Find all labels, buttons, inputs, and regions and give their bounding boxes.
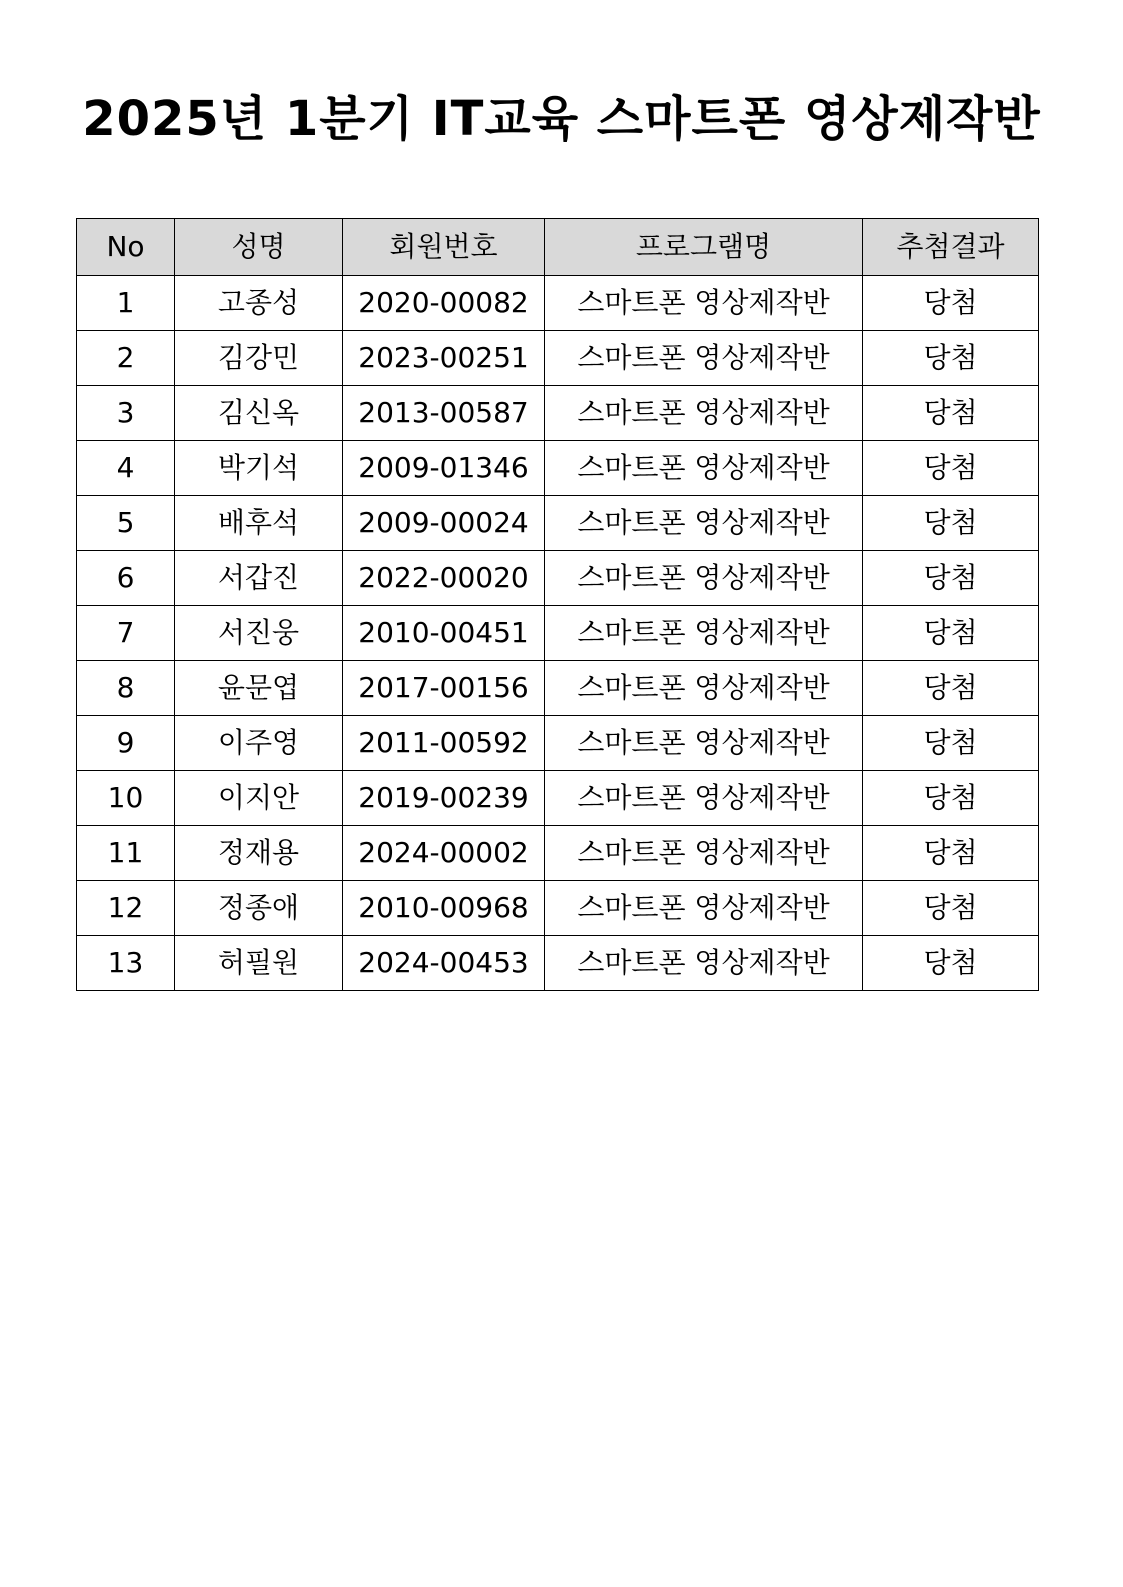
cell-member-number: 2009-01346 — [343, 441, 545, 496]
cell-member-number: 2019-00239 — [343, 771, 545, 826]
cell-program-name: 스마트폰 영상제작반 — [545, 441, 863, 496]
cell-result: 당첨 — [863, 551, 1039, 606]
cell-member-number: 2011-00592 — [343, 716, 545, 771]
cell-program-name: 스마트폰 영상제작반 — [545, 881, 863, 936]
cell-result: 당첨 — [863, 606, 1039, 661]
header-name: 성명 — [175, 219, 343, 276]
cell-result: 당첨 — [863, 826, 1039, 881]
cell-name: 고종성 — [175, 276, 343, 331]
cell-member-number: 2024-00002 — [343, 826, 545, 881]
table-row — [77, 331, 1039, 386]
header-no: No — [77, 219, 175, 276]
cell-member-number: 2013-00587 — [343, 386, 545, 441]
cell-name: 이주영 — [175, 716, 343, 771]
cell-no: 12 — [77, 881, 175, 936]
table-row — [77, 716, 1039, 771]
cell-name: 김강민 — [175, 331, 343, 386]
table-row — [77, 826, 1039, 881]
cell-program-name: 스마트폰 영상제작반 — [545, 606, 863, 661]
cell-no: 7 — [77, 606, 175, 661]
cell-no: 6 — [77, 551, 175, 606]
table-row — [77, 441, 1039, 496]
cell-no: 3 — [77, 386, 175, 441]
cell-member-number: 2020-00082 — [343, 276, 545, 331]
cell-result: 당첨 — [863, 276, 1039, 331]
cell-program-name: 스마트폰 영상제작반 — [545, 661, 863, 716]
cell-member-number: 2009-00024 — [343, 496, 545, 551]
cell-result: 당첨 — [863, 496, 1039, 551]
table-row — [77, 881, 1039, 936]
table-row — [77, 496, 1039, 551]
cell-no: 9 — [77, 716, 175, 771]
cell-result: 당첨 — [863, 331, 1039, 386]
cell-name: 이지안 — [175, 771, 343, 826]
table-row — [77, 276, 1039, 331]
cell-program-name: 스마트폰 영상제작반 — [545, 716, 863, 771]
cell-program-name: 스마트폰 영상제작반 — [545, 386, 863, 441]
lottery-result-table — [76, 218, 1039, 991]
cell-no: 1 — [77, 276, 175, 331]
table-row — [77, 771, 1039, 826]
cell-no: 2 — [77, 331, 175, 386]
cell-name: 윤문엽 — [175, 661, 343, 716]
table-row — [77, 551, 1039, 606]
cell-result: 당첨 — [863, 936, 1039, 991]
cell-no: 10 — [77, 771, 175, 826]
cell-member-number: 2017-00156 — [343, 661, 545, 716]
cell-program-name: 스마트폰 영상제작반 — [545, 936, 863, 991]
table-header-row — [77, 219, 1039, 276]
cell-name: 서진웅 — [175, 606, 343, 661]
header-program-name: 프로그램명 — [545, 219, 863, 276]
cell-name: 정종애 — [175, 881, 343, 936]
cell-result: 당첨 — [863, 716, 1039, 771]
cell-member-number: 2024-00453 — [343, 936, 545, 991]
cell-no: 4 — [77, 441, 175, 496]
table-row — [77, 386, 1039, 441]
cell-program-name: 스마트폰 영상제작반 — [545, 771, 863, 826]
header-member-number: 회원번호 — [343, 219, 545, 276]
cell-name: 김신옥 — [175, 386, 343, 441]
cell-no: 8 — [77, 661, 175, 716]
cell-result: 당첨 — [863, 441, 1039, 496]
cell-name: 배후석 — [175, 496, 343, 551]
cell-program-name: 스마트폰 영상제작반 — [545, 496, 863, 551]
cell-member-number: 2010-00451 — [343, 606, 545, 661]
cell-program-name: 스마트폰 영상제작반 — [545, 276, 863, 331]
cell-name: 정재용 — [175, 826, 343, 881]
cell-program-name: 스마트폰 영상제작반 — [545, 551, 863, 606]
cell-result: 당첨 — [863, 386, 1039, 441]
cell-name: 허필원 — [175, 936, 343, 991]
cell-result: 당첨 — [863, 771, 1039, 826]
cell-result: 당첨 — [863, 661, 1039, 716]
table-row — [77, 606, 1039, 661]
cell-no: 5 — [77, 496, 175, 551]
cell-member-number: 2010-00968 — [343, 881, 545, 936]
page-title: 2025년 1분기 IT교육 스마트폰 영상제작반 — [82, 91, 1041, 147]
cell-program-name: 스마트폰 영상제작반 — [545, 826, 863, 881]
table-row — [77, 936, 1039, 991]
table-row — [77, 661, 1039, 716]
cell-no: 13 — [77, 936, 175, 991]
cell-member-number: 2022-00020 — [343, 551, 545, 606]
cell-no: 11 — [77, 826, 175, 881]
cell-program-name: 스마트폰 영상제작반 — [545, 331, 863, 386]
cell-name: 서갑진 — [175, 551, 343, 606]
header-result: 추첨결과 — [863, 219, 1039, 276]
cell-member-number: 2023-00251 — [343, 331, 545, 386]
cell-name: 박기석 — [175, 441, 343, 496]
cell-result: 당첨 — [863, 881, 1039, 936]
